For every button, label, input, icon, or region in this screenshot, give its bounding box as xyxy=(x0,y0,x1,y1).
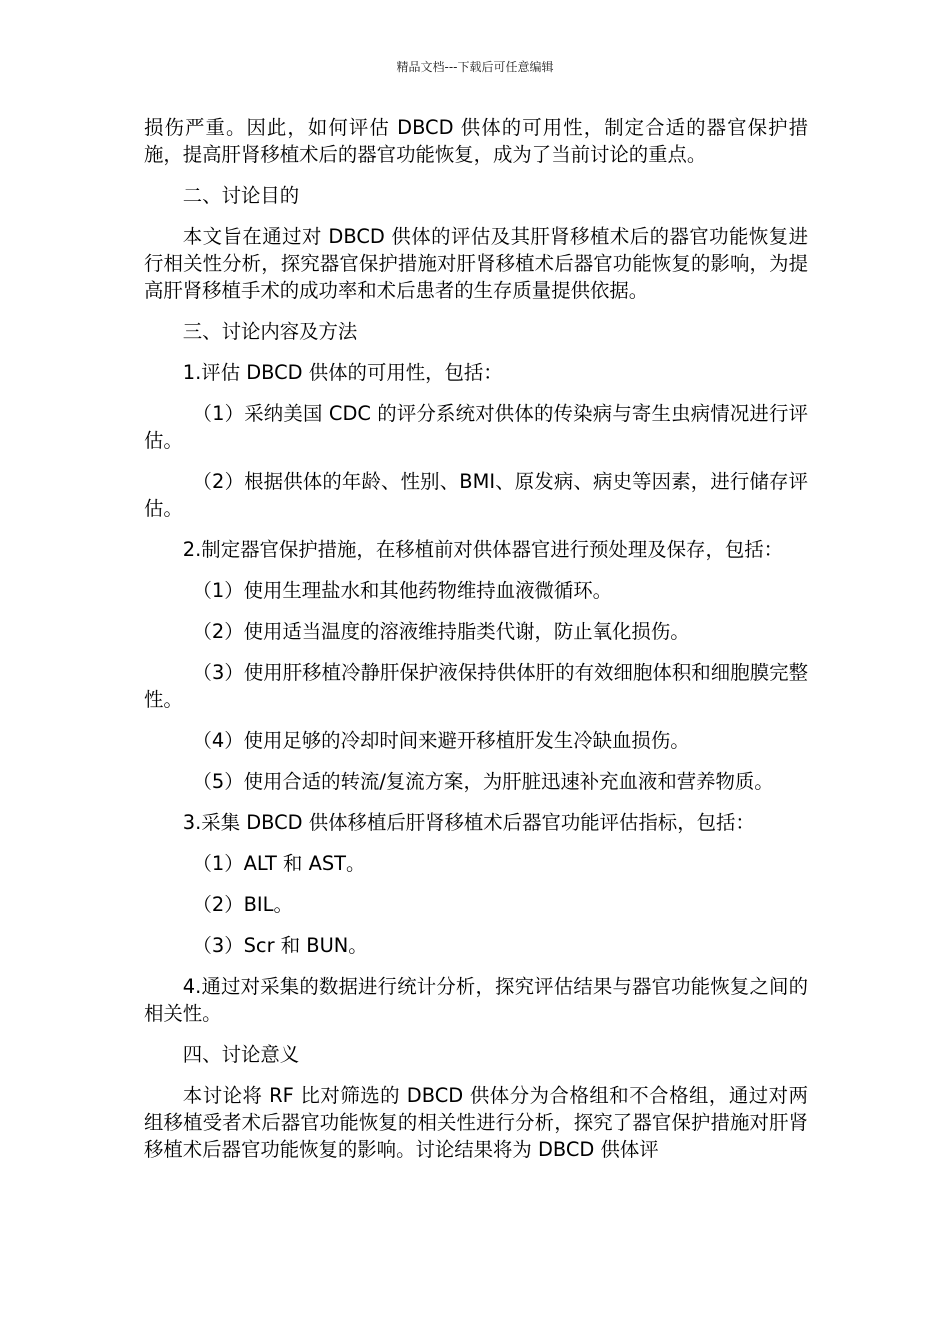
section-heading-significance: 四、讨论意义 xyxy=(182,1043,300,1066)
method-subitem: （1）采纳美国 CDC 的评分系统对供体的传染病与寄生虫病情况进行评估。 xyxy=(144,402,808,452)
section-heading-methods: 三、讨论内容及方法 xyxy=(182,320,358,343)
method-subitem: （1）使用生理盐水和其他药物维持血液微循环。 xyxy=(192,579,613,602)
method-subitem: （5）使用合适的转流/复流方案，为肝脏迅速补充血液和营养物质。 xyxy=(192,770,774,793)
paragraph-significance: 本讨论将 RF 比对筛选的 DBCD 供体分为合格组和不合格组，通过对两组移植受者术后器官功能恢复的相关性进行分析，探究了器官保护措施对肝肾移植术后器官功能恢复的影响。讨论结果将为 DBCD 供体评 xyxy=(144,1084,808,1161)
method-subitem: （1）ALT 和 AST。 xyxy=(192,852,366,875)
method-item-1: 1.评估 DBCD 供体的可用性，包括： xyxy=(182,361,503,384)
section-heading-purpose: 二、讨论目的 xyxy=(182,184,300,207)
method-subitem: （2）使用适当温度的溶液维持脂类代谢，防止氧化损伤。 xyxy=(192,620,690,643)
method-subitem: （2）BIL。 xyxy=(192,893,293,916)
method-subitem: （3）Scr 和 BUN。 xyxy=(192,934,368,957)
document-body xyxy=(144,114,808,1177)
paragraph-purpose: 本文旨在通过对 DBCD 供体的评估及其肝肾移植术后的器官功能恢复进行相关性分析，探究器官保护措施对肝肾移植术后器官功能恢复的影响，为提高肝肾移植手术的成功率和术后患者的生存质量提供依据。 xyxy=(144,225,808,302)
method-item-2: 2.制定器官保护措施，在移植前对供体器官进行预处理及保存，包括： xyxy=(182,538,784,561)
method-subitem: （4）使用足够的冷却时间来避开移植肝发生冷缺血损伤。 xyxy=(192,729,690,752)
method-subitem: （2）根据供体的年龄、性别、BMI、原发病、病史等因素，进行储存评估。 xyxy=(144,470,808,520)
method-item-4: 4.通过对采集的数据进行统计分析，探究评估结果与器官功能恢复之间的相关性。 xyxy=(144,975,808,1025)
method-item-3: 3.采集 DBCD 供体移植后肝肾移植术后器官功能评估指标，包括： xyxy=(182,811,755,834)
method-subitem: （3）使用肝移植冷静肝保护液保持供体肝的有效细胞体积和细胞膜完整性。 xyxy=(144,661,808,711)
page-header: 精品文档---下载后可任意编辑 xyxy=(396,60,554,74)
paragraph-intro-continuation: 损伤严重。因此，如何评估 DBCD 供体的可用性，制定合适的器官保护措施，提高肝肾移植术后的器官功能恢复，成为了当前讨论的重点。 xyxy=(144,116,808,166)
